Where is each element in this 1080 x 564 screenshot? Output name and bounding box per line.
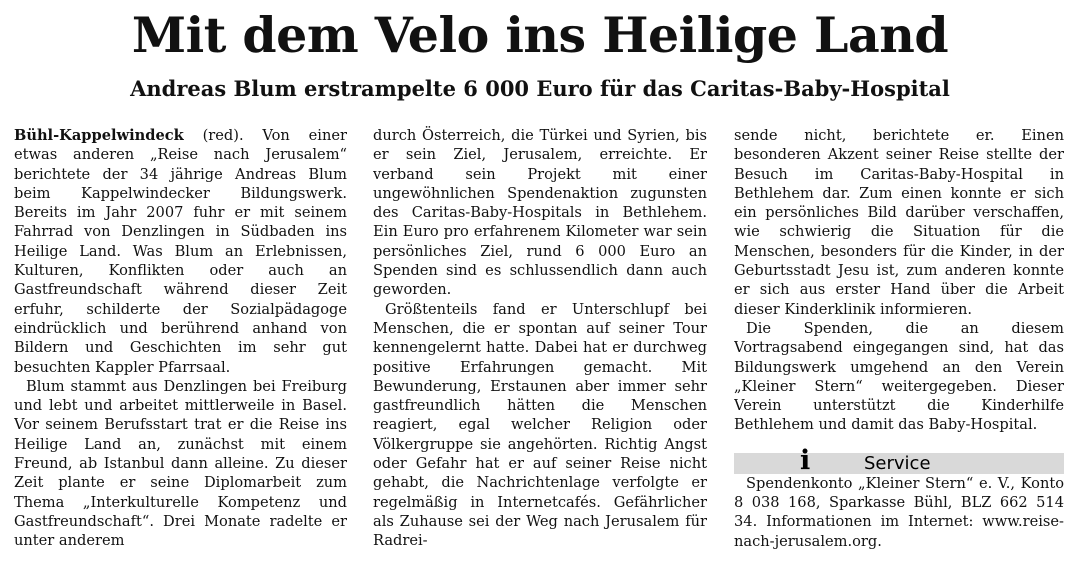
column-1	[14, 126, 347, 562]
subheadline: Andreas Blum erstrampelte 6 000 Euro für das Caritas-Baby-Hospital	[130, 76, 950, 101]
paragraph: durch Österreich, die Türkei und Syrien, bis er sein Ziel, Jerusalem, erreichte. Er verband sein Projekt mit einer ungewöhnlichen Spendenaktion zugunsten des Caritas-Baby-Hospitals in Bethlehem. Ein Euro pro erfahrenem Kilometer war sein persönliches Ziel, rund 6 000 Euro an Spenden sind es schlussendlich dann auch geworden.	[373, 127, 707, 299]
paragraph: sende nicht, berichtete er. Einen besonderen Akzent seiner Reise stellte der Besuch im Caritas-Baby-Hospital in Bethlehem dar. Zum einen konnte er sich ein persönliches Bild darüber verschaffen, wie schwierig die Situation für die Menschen, besonders für die Kinder, in der Geburtsstadt Jesu ist, zum anderen konnte er sich aus erster Hand über die Arbeit dieser Kinderklinik informieren.	[734, 127, 1064, 318]
service-title: Service	[864, 452, 931, 474]
headline: Mit dem Velo ins Heilige Land	[131, 6, 949, 64]
column-2	[373, 126, 707, 562]
column-3	[734, 126, 1064, 562]
paragraph: Größtenteils fand er Unterschlupf bei Menschen, die er spontan auf seiner Tour kennengelernt hatte. Dabei hat er durchweg positive Erfahrungen gemacht. Mit Bewunderung, Erstaunen aber immer sehr gastfreundlich hätten die Menschen reagiert, egal welcher Religion oder Völkergruppe sie angehörten. Richtig Angst oder Gefahr hat er auf seiner Reise nicht gehabt, die Nachrichtenlage verfolgte er regelmäßig in Internetcafés. Gefährlicher als Zuhause sei der Weg nach Jerusalem für Radrei-	[373, 300, 707, 550]
paragraph-text: (red). Von einer etwas anderen „Reise nach Jerusalem“ berichtete der 34 jährige Andreas Blum beim Kappelwindecker Bildungswerk. Bereits im Jahr 2007 fuhr er mit seinem Fahrrad von Denzlingen in Südbaden ins Heilige Land. Was Blum an Erlebnissen, Kulturen, Konflikten oder auch an Gastfreundschaft während dieser Zeit erfuhr, schilderte der Sozialpädagoge eindrücklich und berührend anhand von Bildern und Geschichten im sehr gut besuchten Kappler Pfarrsaal.	[14, 127, 347, 376]
info-icon: i	[800, 444, 811, 476]
paragraph: Die Spenden, die an diesem Vortragsabend eingegangen sind, hat das Bildungswerk umgehend an den Verein „Kleiner Stern“ weitergegeben. Dieser Verein unterstützt die Kinderhilfe Bethlehem und damit das Baby-Hospital.	[734, 319, 1064, 434]
paragraph	[14, 126, 347, 377]
paragraph: Blum stammt aus Denzlingen bei Freiburg und lebt und arbeitet mittlerweile in Basel. Vor seinem Berufsstart trat er die Reise ins Heilige Land an, zunächst mit einem Freund, ab Istanbul dann alleine. Zu dieser Zeit plante er seine Diplomarbeit zum Thema „Interkulturelle Kompetenz und Gastfreundschaft“. Drei Monate radelte er unter anderem	[14, 377, 347, 550]
service-bar	[734, 444, 1064, 476]
service-text: Spendenkonto „Kleiner Stern“ e. V., Konto 8 038 168, Sparkasse Bühl, BLZ 662 514 34. Informationen im Internet: www.reise-nach-jerusalem.org.	[734, 474, 1064, 550]
dateline: Bühl-Kappelwindeck	[14, 127, 184, 144]
